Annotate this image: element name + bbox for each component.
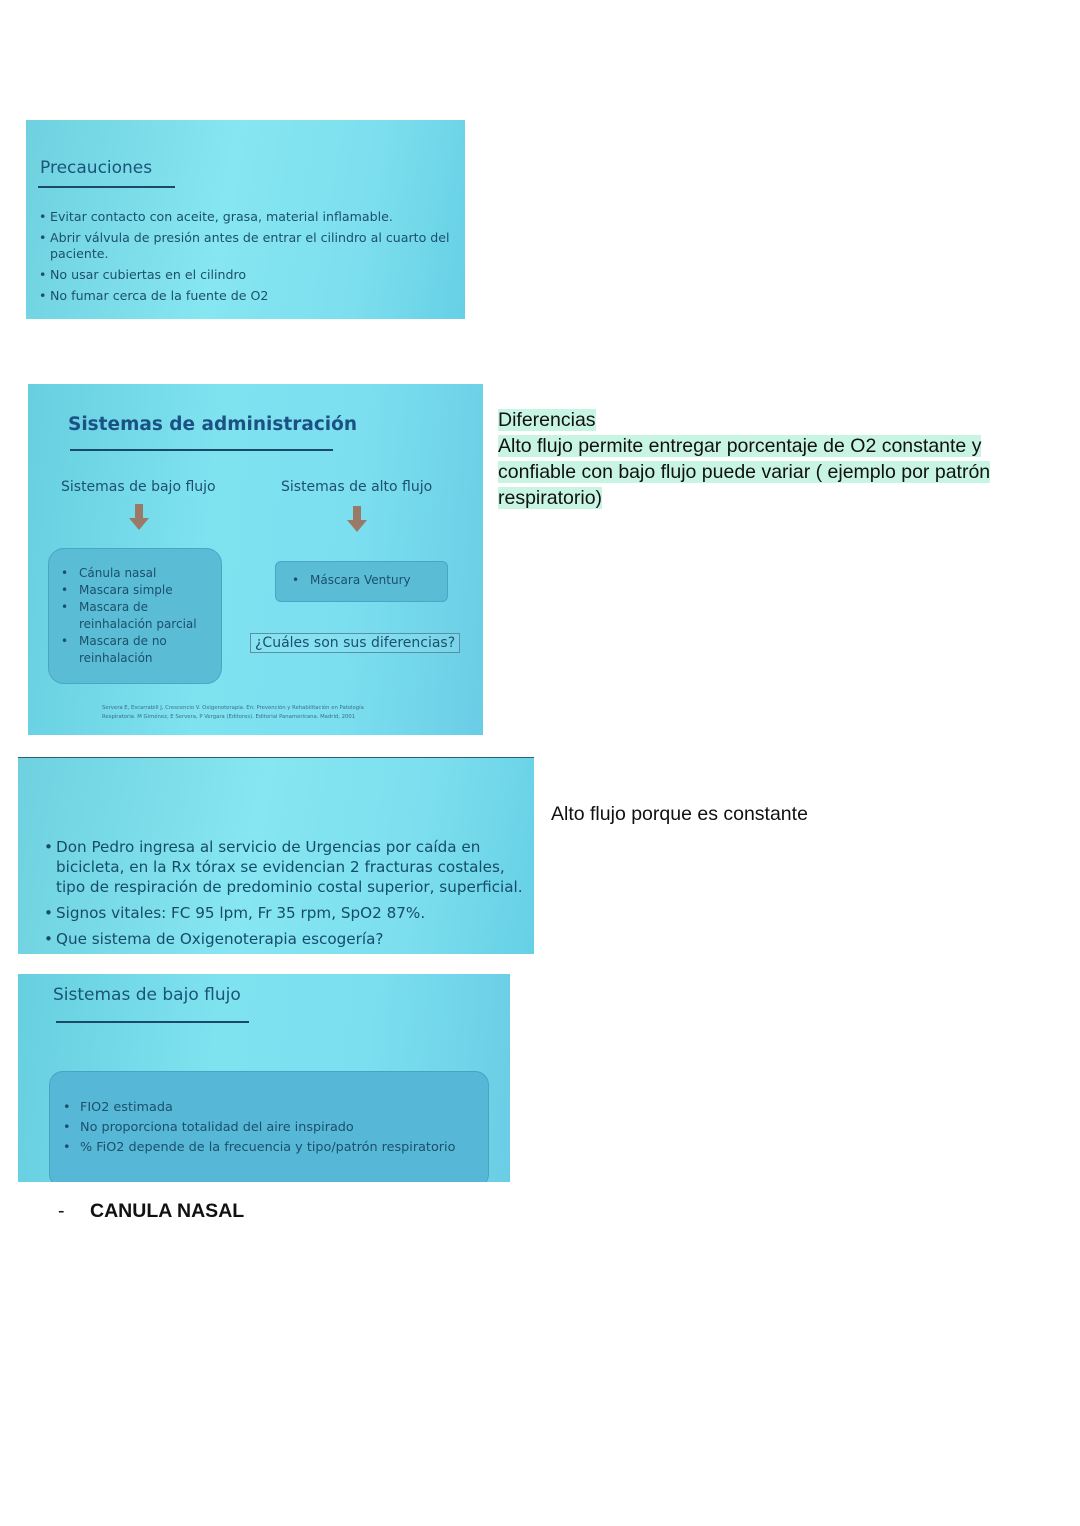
arrow-down-icon (347, 506, 367, 532)
heading-text: CANULA NASAL (90, 1200, 245, 1222)
slide-bajo-flujo (18, 974, 510, 1182)
list-item: • Abrir válvula de presión antes de entrar el cilindro al cuarto del paciente. (38, 230, 465, 262)
slide-sistemas-administracion (28, 384, 483, 735)
list-item: • Que sistema de Oxigenoterapia escogería? (44, 929, 526, 949)
list-item: • No usar cubiertas en el cilindro (38, 267, 465, 283)
list-item: • Mascara de reinhalación parcial (59, 599, 221, 633)
slide-caso-clinico (18, 757, 534, 954)
list-item: • Cánula nasal (59, 565, 221, 582)
title-underline (38, 186, 175, 188)
list-item: • Don Pedro ingresa al servicio de Urgencias por caída en bicicleta, en la Rx tórax se evidencian 2 fracturas costales, tipo de respiración de predominio costal superior, superficial. (44, 837, 526, 897)
precautions-list (38, 209, 465, 309)
alto-flujo-list (276, 562, 447, 589)
bajo-flujo-list (60, 1098, 455, 1158)
list-item: • Máscara Ventury (290, 572, 447, 589)
note-title: Diferencias (498, 409, 596, 431)
list-dash: - (58, 1200, 65, 1222)
list-item: • Mascara de no reinhalación (59, 633, 221, 667)
reference-line: Servera E, Escarrabill J, Crescencio V. Oxigenoterapia. En: Prevención y Rehabilitación en Patología (102, 705, 364, 711)
reference-citation (102, 704, 422, 722)
bajo-flujo-box (49, 1071, 489, 1182)
title-underline (70, 449, 333, 451)
question-box: ¿Cuáles son sus diferencias? (250, 633, 460, 653)
bajo-flujo-list (49, 549, 221, 667)
note-line: confiable con bajo flujo puede variar ( ejemplo por patrón (498, 461, 991, 483)
arrow-down-icon (129, 504, 149, 530)
bajo-flujo-label: Sistemas de bajo flujo (61, 479, 216, 495)
list-item: • Signos vitales: FC 95 lpm, Fr 35 rpm, SpO2 87%. (44, 903, 526, 923)
case-list (44, 837, 526, 954)
list-item: • No fumar cerca de la fuente de O2 (38, 288, 465, 304)
title-underline (56, 1021, 249, 1023)
list-item: • No proporciona totalidad del aire inspirado (60, 1118, 455, 1138)
note-diferencias (498, 407, 1018, 511)
slide-precauciones (26, 120, 465, 319)
reference-line: Respiratoria. M Giménez, E Servera, P Vergara (Editores). Editorial Panamericana. Madrid, 2001 (102, 714, 356, 720)
list-item: • Evitar contacto con aceite, grasa, material inflamable. (38, 209, 465, 225)
note-line: respiratorio) (498, 487, 603, 509)
note-line: Alto flujo permite entregar porcentaje de O2 constante y (498, 435, 982, 457)
slide-title: Sistemas de administración (68, 414, 358, 435)
slide-title: Sistemas de bajo flujo (53, 985, 241, 1005)
section-heading-canula-nasal (58, 1200, 244, 1223)
alto-flujo-label: Sistemas de alto flujo (281, 479, 433, 495)
alto-flujo-box (275, 561, 448, 602)
list-item: • % FiO2 depende de la frecuencia y tipo/patrón respiratorio (60, 1138, 455, 1158)
note-answer: Alto flujo porque es constante (551, 803, 808, 825)
bajo-flujo-box (48, 548, 222, 684)
list-item: • Mascara simple (59, 582, 221, 599)
list-item: • FIO2 estimada (60, 1098, 455, 1118)
slide-title: Precauciones (40, 158, 153, 178)
